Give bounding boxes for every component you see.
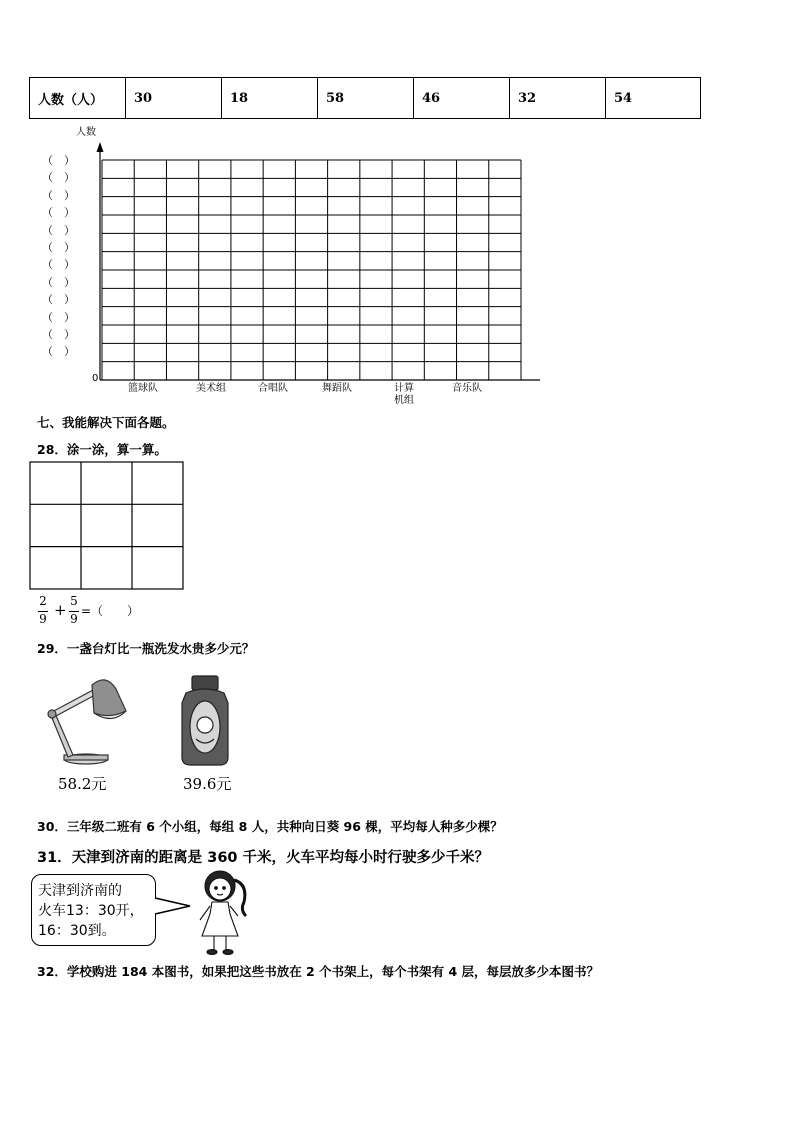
value-cell[interactable]: 54 — [606, 78, 701, 119]
shampoo-bottle-icon — [176, 673, 236, 773]
fraction-1-numerator: 2 — [39, 594, 47, 608]
y-tick-blank[interactable]: （ ） — [42, 223, 75, 237]
lamp-price: 58.2元 — [58, 775, 107, 793]
q29-title: 29．一盏台灯比一瓶洗发水贵多少元？ — [37, 641, 255, 656]
x-category-label: 计算 — [394, 383, 414, 394]
fraction-2-denominator: 9 — [70, 612, 78, 626]
bubble-line: 16：30到。 — [38, 923, 116, 939]
value-cell[interactable]: 18 — [222, 78, 318, 119]
value-cell[interactable]: 32 — [510, 78, 606, 119]
plus-sign: + — [54, 601, 67, 619]
girl-icon — [192, 866, 262, 958]
q31-title: 31．天津到济南的距离是 360 千米，火车平均每小时行驶多少千米？ — [37, 850, 490, 866]
bar-chart-grid[interactable] — [0, 0, 794, 420]
origin-label: 0 — [92, 373, 99, 384]
x-category-label: 机组 — [394, 395, 414, 406]
x-category-label: 美术组 — [196, 383, 226, 394]
x-category-label: 篮球队 — [128, 383, 158, 394]
bubble-line: 火车13：30开， — [38, 903, 144, 919]
value-cell[interactable]: 46 — [414, 78, 510, 119]
y-tick-blank[interactable]: （ ） — [42, 345, 75, 359]
desk-lamp-icon — [40, 673, 135, 773]
y-tick-blank[interactable]: （ ） — [42, 310, 75, 324]
y-tick-blank[interactable]: （ ） — [42, 241, 75, 254]
x-category-label: 合唱队 — [258, 383, 288, 394]
coloring-grid[interactable] — [29, 461, 187, 593]
y-tick-blank[interactable]: （ ） — [42, 188, 75, 202]
answer-blank[interactable]: =（ ） — [81, 604, 140, 618]
y-axis-arrow-icon — [97, 142, 104, 152]
row-label: 人数（人） — [30, 78, 126, 119]
value-cell[interactable]: 30 — [126, 78, 222, 119]
y-tick-blank[interactable]: （ ） — [42, 206, 75, 220]
bubble-line: 天津到济南的 — [38, 883, 122, 899]
q28-title: 28．涂一涂，算一算。 — [37, 442, 167, 457]
x-category-label: 音乐队 — [452, 383, 482, 394]
y-tick-blank[interactable]: （ ） — [42, 154, 75, 167]
y-tick-blank[interactable]: （ ） — [42, 293, 75, 307]
y-tick-blank[interactable]: （ ） — [42, 258, 75, 272]
value-cell[interactable]: 58 — [318, 78, 414, 119]
y-axis-label: 人数 — [76, 127, 96, 138]
fraction-2-numerator: 5 — [70, 594, 78, 608]
section-title: 七、我能解决下面各题。 — [37, 415, 175, 430]
q32-title: 32．学校购进 184 本图书，如果把这些书放在 2 个书架上，每个书架有 4 层，每层放多少本图书？ — [37, 964, 599, 979]
fraction-1-denominator: 9 — [39, 612, 47, 626]
x-category-label: 舞蹈队 — [322, 383, 352, 394]
speech-bubble — [31, 874, 156, 946]
q30-title: 30．三年级二班有 6 个小组，每组 8 人，共种向日葵 96 棵，平均每人种多少棵？ — [37, 819, 503, 834]
shampoo-price: 39.6元 — [183, 775, 232, 793]
y-tick-blank[interactable]: （ ） — [42, 171, 75, 185]
bubble-tail — [154, 896, 194, 926]
y-tick-blank[interactable]: （ ） — [42, 328, 75, 341]
y-tick-blank[interactable]: （ ） — [42, 275, 75, 289]
